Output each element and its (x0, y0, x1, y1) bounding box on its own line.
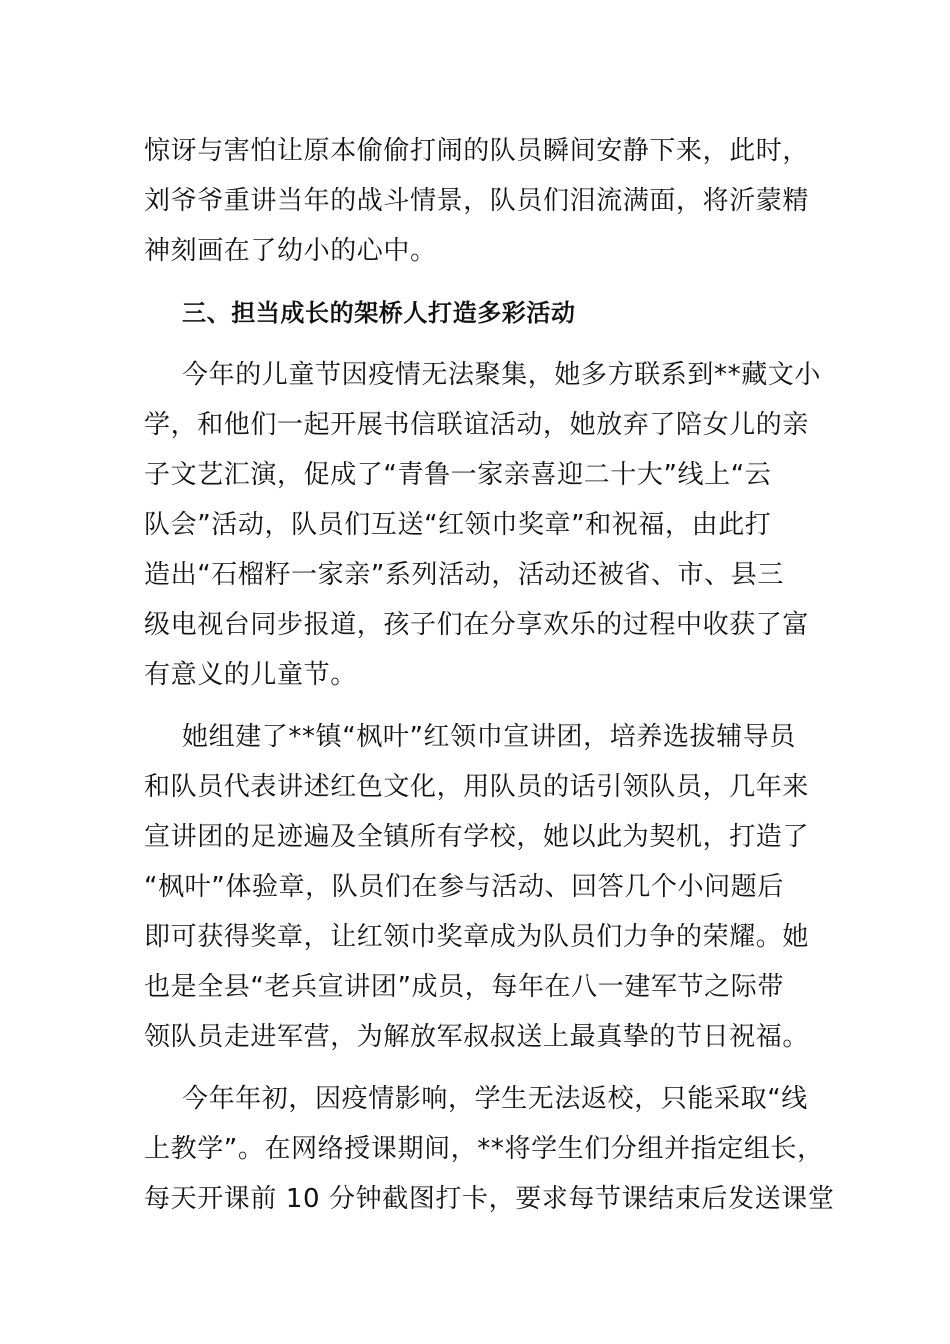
section-heading: 三、担当成长的架桥人打造多彩活动 (182, 299, 576, 327)
text-line: 今年的儿童节因疫情无法聚集，她多方联系到**藏文小 (182, 360, 822, 390)
text-line: 她组建了**镇“枫叶”红领巾宣讲团，培养选拔辅导员 (182, 722, 796, 752)
paragraph-3 (144, 712, 810, 1062)
text-line: 子文艺汇演，促成了“青鲁一家亲喜迎二十大”线上“云 (144, 460, 772, 490)
text-line: 队会”活动，队员们互送“红领巾奖章”和祝福，由此打 (144, 510, 772, 540)
paragraph-4 (144, 1074, 835, 1224)
text-line: 神刻画在了幼小的心中。 (144, 236, 437, 266)
text-line: 上教学”。在网络授课期间，**将学生们分组并指定组长， (144, 1134, 824, 1164)
text-line: 有意义的儿童节。 (144, 660, 357, 690)
text-line: 领队员走进军营，为解放军叔叔送上最真挚的节日祝福。 (144, 1022, 810, 1052)
text-line: 造出“石榴籽一家亲”系列活动，活动还被省、市、县三 (144, 560, 784, 590)
text-line: 和队员代表讲述红色文化，用队员的话引领队员，几年来 (144, 772, 810, 802)
text-line: 即可获得奖章，让红领巾奖章成为队员们力争的荣耀。她 (144, 922, 810, 952)
text-line: 惊讶与害怕让原本偷偷打闹的队员瞬间安静下来，此时， (144, 136, 810, 166)
paragraph-1 (144, 126, 810, 276)
text-line: 每天开课前 10 分钟截图打卡，要求每节课结束后发送课堂 (144, 1184, 835, 1214)
text-line: 也是全县“老兵宣讲团”成员，每年在八一建军节之际带 (144, 972, 784, 1002)
text-line: 宣讲团的足迹遍及全镇所有学校，她以此为契机，打造了 (144, 822, 810, 852)
text-line: 学，和他们一起开展书信联谊活动，她放弃了陪女儿的亲 (144, 410, 810, 440)
paragraph-2 (144, 350, 822, 700)
paragraph-gap (144, 1062, 810, 1074)
document-page (144, 126, 835, 1224)
paragraph-gap (144, 700, 810, 712)
text-line: 级电视台同步报道，孩子们在分享欢乐的过程中收获了富 (144, 610, 810, 640)
text-line: “枫叶”体验章，队员们在参与活动、回答几个小问题后 (144, 872, 784, 902)
text-line: 今年年初，因疫情影响，学生无法返校，只能采取“线 (182, 1084, 808, 1114)
text-line: 刘爷爷重讲当年的战斗情景，队员们泪流满面，将沂蒙精 (144, 186, 810, 216)
